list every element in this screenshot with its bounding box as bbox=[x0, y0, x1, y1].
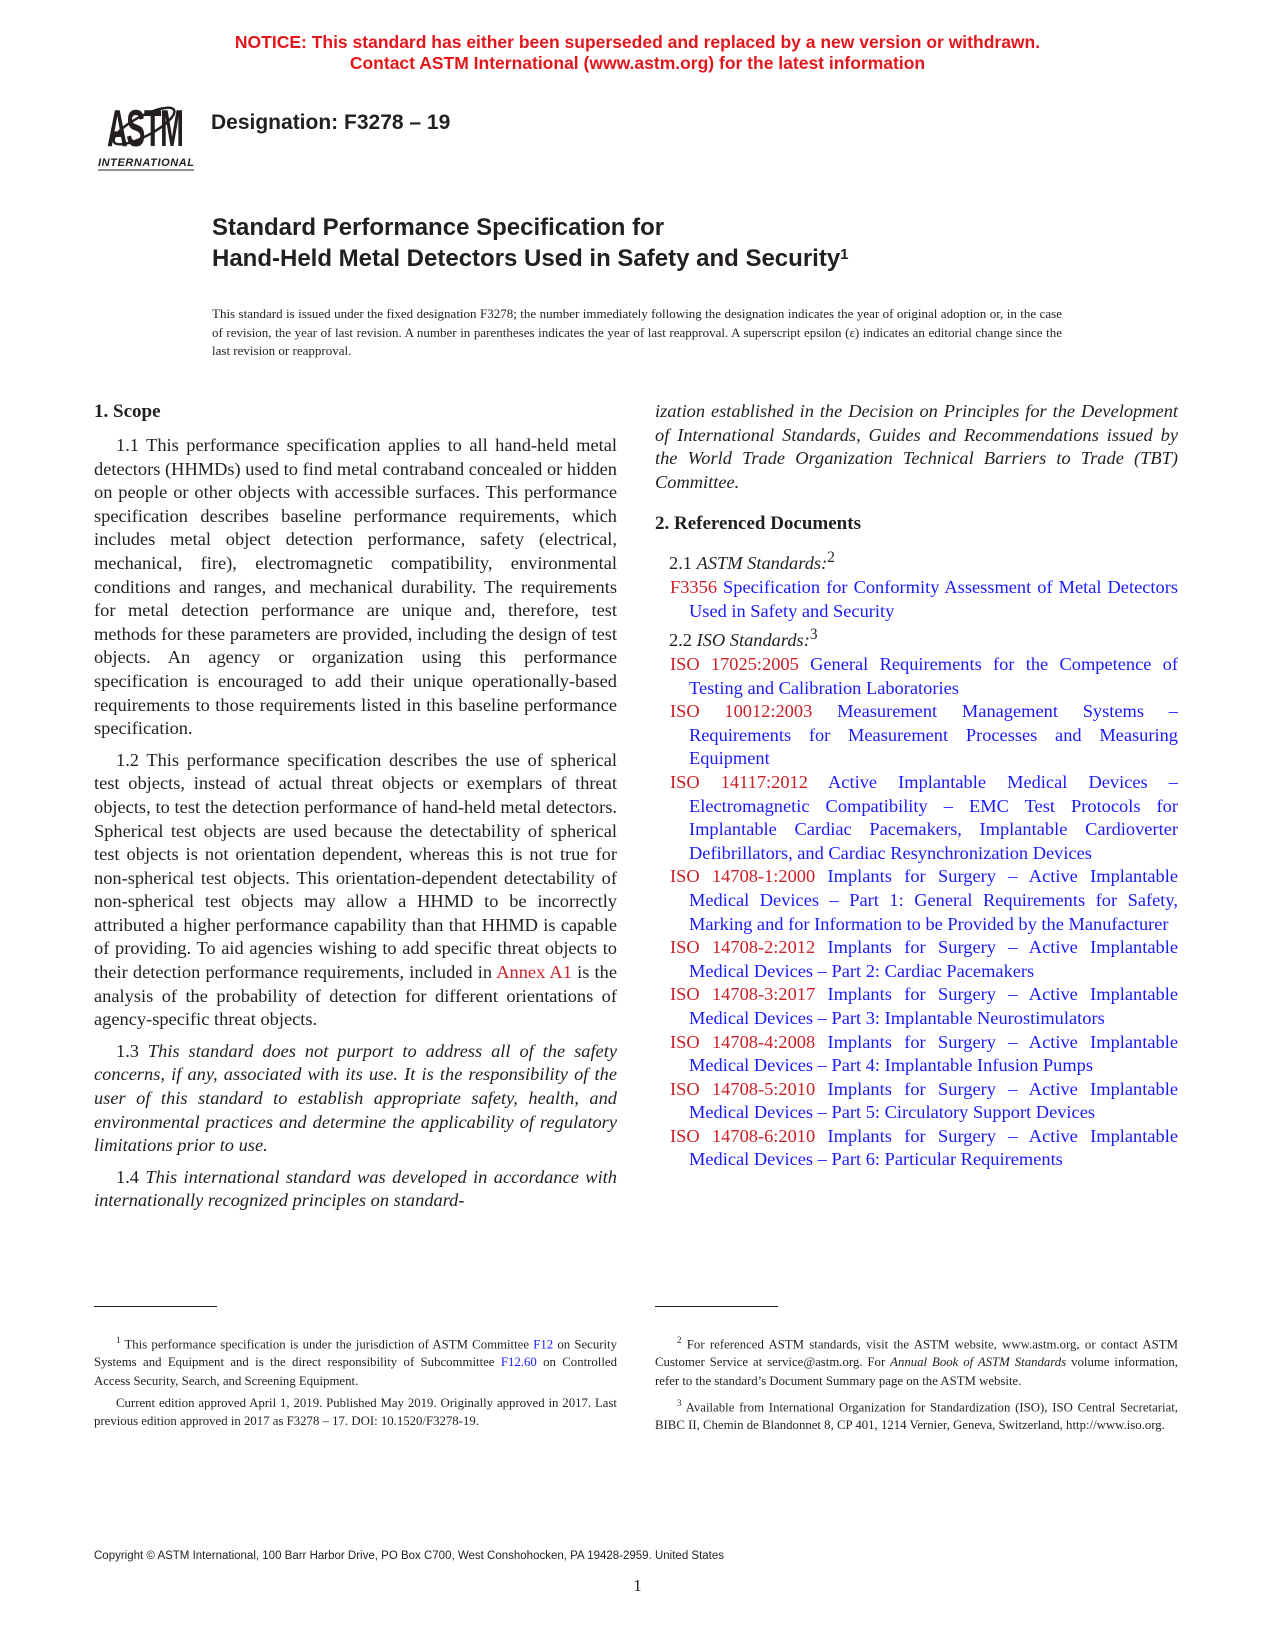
astm-standards-label: 2.1 ASTM Standards:$^2$ bbox=[669, 549, 835, 574]
document-title bbox=[212, 212, 849, 274]
reference-item[interactable]: ISO 14708-5:2010 Implants for Surgery – Active Implantable Medical Devices – Part 5: Circulatory Support Devices bbox=[670, 1078, 1178, 1123]
notice-line-2: Contact ASTM International (www.astm.org) for the latest information bbox=[349, 53, 926, 73]
edition-note: Current edition approved April 1, 2019. Published May 2019. Originally approved in 2017. Last previous edition approved in 2017 as F3278 – 17. DOI: 10.1520/F3278-19. bbox=[94, 1395, 617, 1429]
reference-item[interactable]: ISO 14708-4:2008 Implants for Surgery – Active Implantable Medical Devices – Part 4: Implantable Infusion Pumps bbox=[670, 1031, 1178, 1076]
reference-item[interactable]: ISO 10012:2003 Measurement Management Systems – Requirements for Measurement Processes and Measuring Equipment bbox=[670, 701, 1178, 769]
supersession-notice bbox=[0, 32, 1275, 74]
section-2-heading: 2. Referenced Documents bbox=[655, 513, 861, 535]
footnotes-left bbox=[94, 1331, 617, 1434]
svg-text:ASTM: ASTM bbox=[107, 98, 184, 158]
footnote-divider-left bbox=[94, 1306, 217, 1307]
reference-item[interactable]: ISO 14708-6:2010 Implants for Surgery – Active Implantable Medical Devices – Part 6: Particular Requirements bbox=[670, 1125, 1178, 1170]
reference-item[interactable]: F3356 Specification for Conformity Assessment of Metal Detectors Used in Safety and Security bbox=[670, 577, 1178, 621]
footnote-2: $^2$ For referenced ASTM standards, visit the ASTM website, www.astm.org, or contact ASTM Customer Service at service@astm.org. For Annual Book of ASTM Standards volume information, refer to the standard’s Document Summary page on the ASTM website. bbox=[655, 1335, 1179, 1388]
svg-text:INTERNATIONAL: INTERNATIONAL bbox=[98, 157, 194, 169]
designation: Designation: F3278 – 19 bbox=[211, 111, 451, 134]
subcommittee-f12-60-link[interactable]: F12.60 bbox=[500, 1355, 537, 1370]
iso-standards-label: 2.2 ISO Standards:$^3$ bbox=[669, 626, 818, 651]
reference-item[interactable]: ISO 14708-1:2000 Implants for Surgery – Active Implantable Medical Devices – Part 1: General Requirements for Safety, Marking and for Information to be Provided by the Manufacturer bbox=[670, 866, 1178, 934]
notice-line-1: NOTICE: This standard has either been superseded and replaced by a new version or withdrawn. bbox=[234, 32, 1041, 52]
preface-note: This standard is issued under the fixed designation F3278; the number immediately following the designation indicates the year of original adoption or, in the case of revision, the year of last revision. A number in parentheses indicates the year of last reapproval. A superscript epsilon (ε) indicates an editorial change since the last revision or reapproval. bbox=[212, 306, 1062, 358]
section-1-heading: 1. Scope bbox=[94, 401, 161, 422]
paragraph-1-2: 1.2 This performance specification describes the use of spherical test objects, instead of actual threat objects or exemplars of threat objects, to test the detection performance of hand-held metal detectors. Spherical test objects are used because the detectability of spherical test objects is not orientation dependent, whereas this is not true for non-spherical test objects. This orientation-dependent detectability of non-spherical test objects may allow a HHMD to be incorrectly attributed a higher performance capability than that HHMD is capable of providing. To aid agencies wishing to add specific threat objects to their detection performance requirements, included in Annex A1 is the analysis of the probability of detection for different orientations of agency-specific threat objects. bbox=[94, 749, 617, 1030]
annex-a1-link[interactable]: Annex A1 bbox=[496, 962, 572, 983]
footnote-3: $^3$ Available from International Organization for Standardization (ISO), ISO Central Secretariat, BIBC II, Chemin de Blandonnet 8, CP 401, 1214 Vernier, Geneva, Switzerland, http://www.iso.org. bbox=[655, 1397, 1178, 1433]
footnotes-right bbox=[655, 1331, 1178, 1439]
title-footnote-mark[interactable]: 1 bbox=[840, 246, 849, 263]
left-column bbox=[94, 400, 617, 1221]
committee-f12-link[interactable]: F12 bbox=[533, 1337, 554, 1352]
footnote-1: $^1$ This performance specification is under the jurisdiction of ASTM Committee F12 on Security Systems and Equipment and is the direct responsibility of Subcommittee F12.60 on Controlled Access Security, Search, and Screening Equipment. bbox=[94, 1335, 617, 1388]
reference-item[interactable]: ISO 14708-3:2017 Implants for Surgery – Active Implantable Medical Devices – Part 3: Implantable Neurostimulators bbox=[670, 984, 1178, 1028]
paragraph-1-3: 1.3 This standard does not purport to address all of the safety concerns, if any, associated with its use. It is the responsibility of the user of this standard to establish appropriate safety, health, and environmental practices and determine the applicability of regulatory limitations prior to use. bbox=[94, 1040, 617, 1156]
footnote-2-mark[interactable]: 2 bbox=[827, 549, 835, 567]
astm-international-logo-icon bbox=[96, 88, 200, 180]
footnote-divider-right bbox=[655, 1306, 778, 1307]
paragraph-1-4-continued: ization established in the Decision on Principles for the Development of International Standards, Guides and Recommendations issued by the World Trade Organization Technical Barriers to Trade (TBT) Committee. bbox=[655, 401, 1178, 492]
reference-item[interactable]: ISO 17025:2005 General Requirements for the Competence of Testing and Calibration Laboratories bbox=[670, 654, 1178, 698]
reference-item[interactable]: ISO 14708-2:2012 Implants for Surgery – Active Implantable Medical Devices – Part 2: Cardiac Pacemakers bbox=[670, 937, 1178, 981]
right-column bbox=[655, 400, 1178, 1172]
paragraph-1-4: 1.4 This international standard was developed in accordance with internationally recognized principles on standard- bbox=[94, 1166, 617, 1211]
title-line-2: Hand-Held Metal Detectors Used in Safety and Security$^1$ bbox=[212, 245, 849, 272]
paragraph-1-1: 1.1 This performance specification applies to all hand-held metal detectors (HHMDs) used to find metal contraband concealed or hidden on people or other objects with accessible surfaces. This performance specification describes baseline performance requirements, which includes metal object detection performance, safety (electrical, mechanical, fire), electromagnetic compatibility, environmental conditions and ranges, and mechanical durability. The requirements for metal detection performance are unique and, therefore, test methods for these parameters are provided, including the design of test objects. An agency or organization using this performance specification is encouraged to add their unique operationally-based requirements to those requirements listed in this baseline performance specification. bbox=[94, 435, 617, 739]
footnote-3-mark[interactable]: 3 bbox=[809, 626, 818, 644]
copyright-line: Copyright © ASTM International, 100 Barr Harbor Drive, PO Box C700, West Conshohocken, PA 19428-2959. United States bbox=[94, 1550, 725, 1562]
title-line-1: Standard Performance Specification for bbox=[212, 214, 665, 241]
page-number: 1 bbox=[633, 1576, 642, 1595]
astm-logo bbox=[96, 88, 200, 180]
reference-item[interactable]: ISO 14117:2012 Active Implantable Medical Devices – Electromagnetic Compatibility – EMC Test Protocols for Implantable Cardiac Pacemakers, Implantable Cardioverter Defibrillators, and Cardiac Resynchronization Devices bbox=[670, 771, 1178, 863]
